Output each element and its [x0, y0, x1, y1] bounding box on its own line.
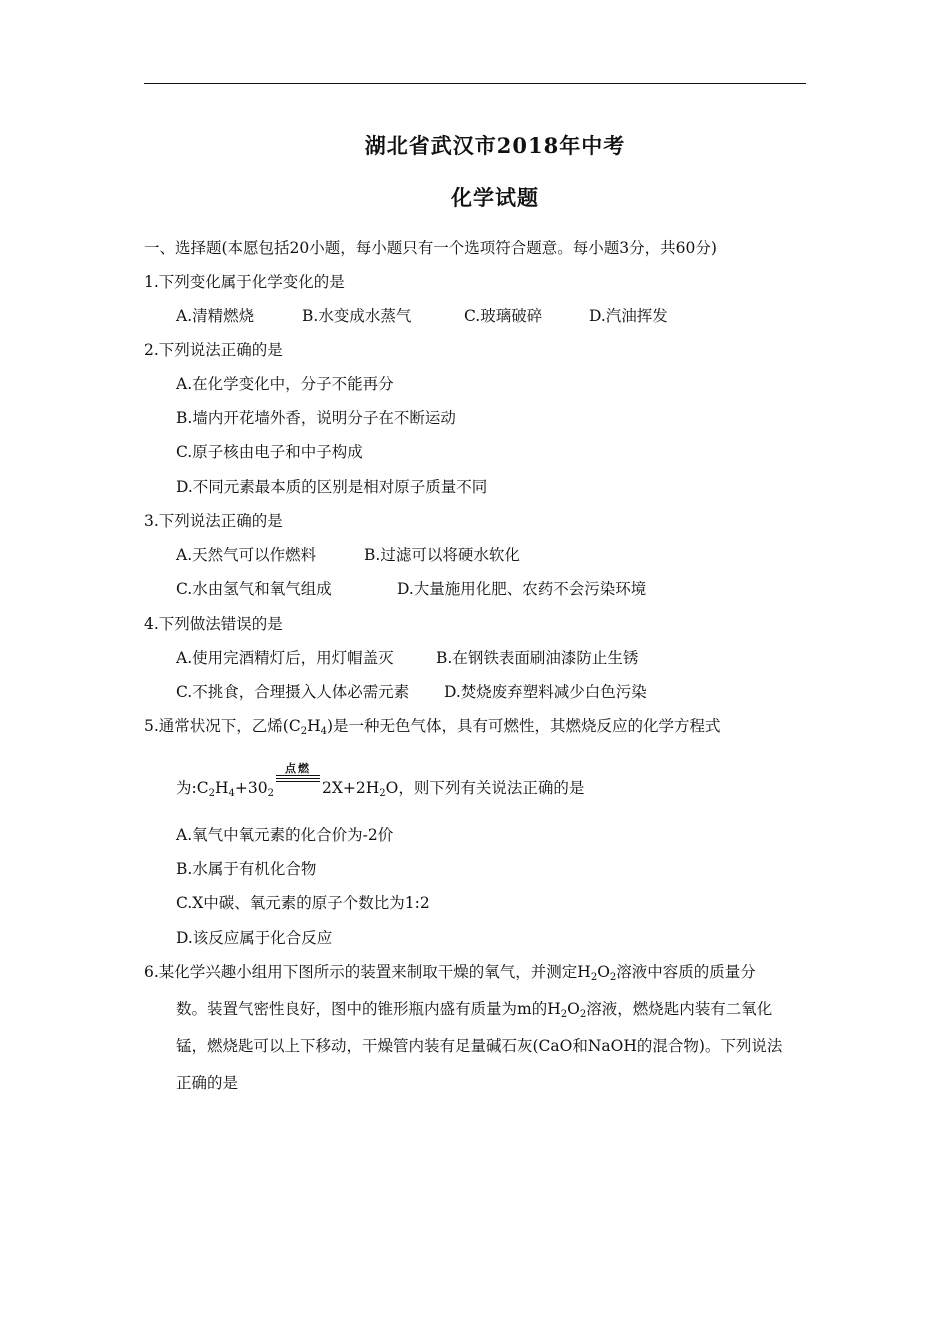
q3-stem: 3.下列说法正确的是 — [144, 512, 283, 530]
q4-option-b: B.在钢铁表面刷油漆防止生锈 — [436, 649, 639, 667]
q5-option-b: B.水属于有机化合物 — [176, 860, 317, 878]
q2-stem: 2.下列说法正确的是 — [144, 341, 283, 359]
q5-equation: 为$:C_2H_4+30_2$ 点燃 $2X+2H_2O$，则下列有关说法正确的是 — [176, 773, 584, 798]
q1-option-a: A.清精燃烧 — [176, 307, 255, 325]
q1-option-d: D.汽油挥发 — [589, 307, 668, 325]
q3-option-d: D.大量施用化肥、农药不会污染环境 — [397, 580, 647, 598]
q4-stem: 4.下列做法错误的是 — [144, 615, 283, 633]
q3-option-c: C.水由氢气和氧气组成 — [176, 580, 332, 598]
q1-option-b: B.水变成水蒸气 — [302, 307, 412, 325]
q5-stem: 5.通常状况下，乙烯$(C_2H_4)$是一种无色气体，具有可燃性，其燃烧反应的化学方程式 — [144, 717, 721, 737]
q3-option-b: B.过滤可以将硬水软化 — [364, 546, 520, 564]
q6-line-2: 数。装置气密性良好，图中的锥形瓶内盛有质量为m的$H_2O_2$溶液，燃烧匙内装有二氧化 — [176, 1000, 773, 1020]
q4-option-c: C.不挑食，合理摄入人体必需元素 — [176, 683, 410, 701]
q2-option-c: C.原子核由电子和中子构成 — [176, 443, 363, 461]
exam-subtitle: 化学试题 — [451, 185, 539, 210]
reaction-condition — [276, 762, 320, 793]
q5-option-a: A.氧气中氧元素的化合价为-2价 — [176, 826, 394, 844]
exam-title: 湖北省武汉市2018年中考 — [364, 133, 626, 158]
q1-option-c: C.玻璃破碎 — [464, 307, 543, 325]
q3-option-a: A.天然气可以作燃料 — [176, 546, 317, 564]
condition-label: 点燃 — [284, 762, 311, 775]
q6-line-3: 锰，燃烧匙可以上下移动，干燥管内装有足量碱石灰(CaO和NaOH的混合物)。下列说法 — [176, 1037, 783, 1055]
q5-option-c: C.X中碳、氧元素的原子个数比为1:2 — [176, 894, 430, 912]
q5-option-d: D.该反应属于化合反应 — [176, 929, 333, 947]
q6-line-1: 6.某化学兴趣小组用下图所示的装置来制取干燥的氧气，并测定$H_2O_2$溶液中容质的质量分 — [144, 963, 756, 983]
q2-option-a: A.在化学变化中，分子不能再分 — [176, 375, 394, 393]
q2-option-b: B.墙内开花墙外香，说明分子在不断运动 — [176, 409, 456, 427]
q4-option-d: D.焚烧废弃塑料减少白色污染 — [444, 683, 647, 701]
section-heading: 一、选择题(本愿包括20小题，每小题只有一个选项符合题意。每小题3分，共60分) — [144, 239, 717, 257]
header-rule — [144, 83, 806, 84]
q4-option-a: A.使用完酒精灯后，用灯帽盖灭 — [176, 649, 394, 667]
q2-option-d: D.不同元素最本质的区别是相对原子质量不同 — [176, 478, 488, 496]
q6-line-4: 正确的是 — [176, 1074, 239, 1092]
q1-stem: 1.下列变化属于化学变化的是 — [144, 273, 345, 291]
